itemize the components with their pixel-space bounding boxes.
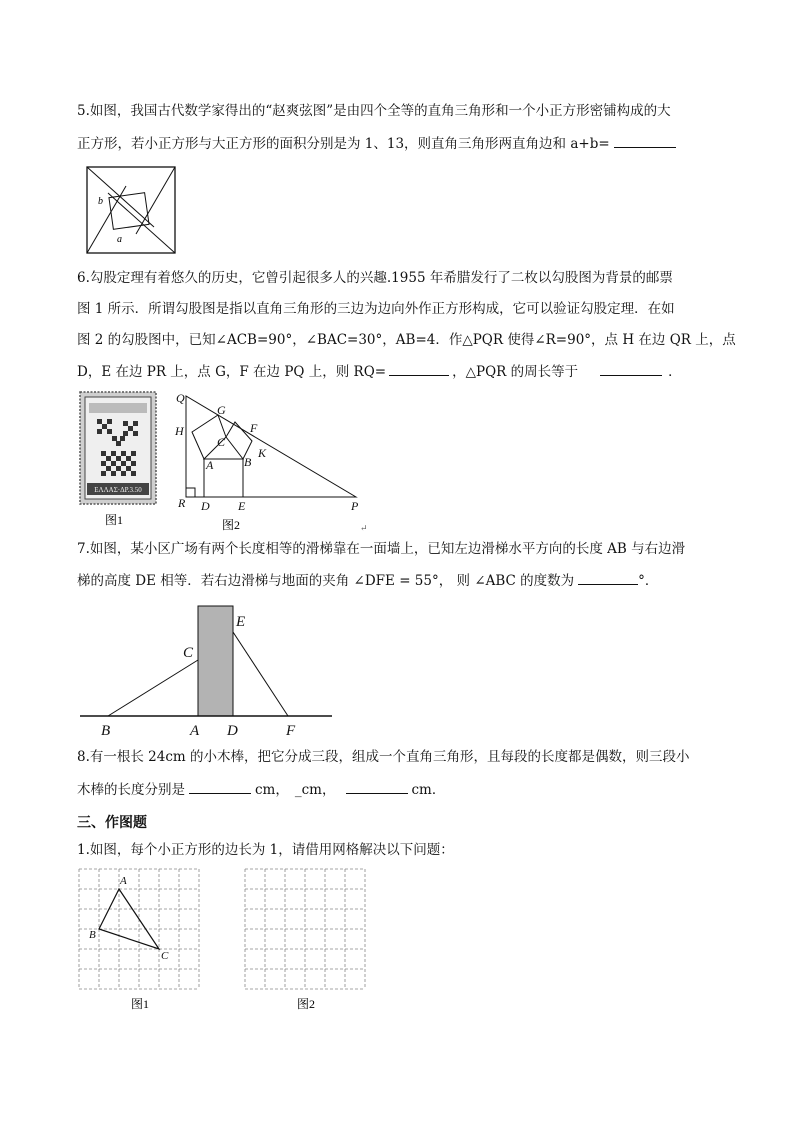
p1-grid-figure-2 [243,867,373,1015]
q5-label-b: b [98,196,103,207]
q5-line-2-text: 正方形，若小正方形与大正方形的面积分别是为 1、13，则直角三角形两直角边和 a+b= [77,136,610,152]
q8-unit-3: cm． [411,782,446,798]
p1-label-A: A [120,875,127,887]
q6-line-4c: ． [668,364,682,380]
q6-label-E: E [238,499,246,513]
q6-label-R: R [178,496,186,510]
q6-label-Q: Q [176,391,185,405]
q5-line-1: 5.如图，我国古代数学家得出的“赵爽弦图”是由四个全等的直角三角形和一个小正方形密铺构成的大 [77,103,671,119]
q6-pythagoras-figure [172,389,372,539]
q6-label-F: F [250,421,258,435]
q7-label-B: B [101,723,111,739]
q8-blank-1 [189,779,251,794]
q6-line-1: 6.勾股定理有着悠久的历史，它曾引起很多人的兴趣.1955 年希腊发行了二枚以勾股图为背景的邮票 [77,270,673,286]
q7-slide-figure [78,604,338,738]
q6-stamp-text: ΕΛΛΑΣ·ΔΡ.3.50 [94,486,142,494]
q6-label-H: H [175,424,184,438]
q7-answer-blank [578,570,638,585]
q6-label-A: A [206,458,214,472]
q8-line-2a: 木棒的长度分别是 [77,782,185,798]
q7-label-E: E [236,614,246,630]
q6-line-4 [77,361,682,382]
q6-fig1-caption: 图1 [105,513,124,527]
q7-label-D: D [227,723,238,739]
p1-grid-figure-1 [77,867,207,1015]
p1-line-1: 1.如图，每个小正方形的边长为 1，请借用网格解决以下问题： [77,842,454,858]
q7-line-2b: °． [638,573,659,589]
q5-label-a: a [117,234,122,245]
q7-line-2 [77,570,658,591]
q6-rq-blank [389,361,449,376]
q6-label-P: P [351,499,359,513]
q5-zhaoshuang-figure [86,166,178,258]
q6-return-mark: ↵ [360,523,368,533]
q6-line-2: 图 1 所示．所谓勾股图是指以直角三角形的三边为边向外作正方形构成，它可以验证勾股定理．在如 [77,301,675,317]
q7-label-A: A [190,723,200,739]
p1-fig2-caption: 图2 [297,997,316,1011]
q6-perimeter-blank [600,361,662,376]
p1-label-C: C [161,950,169,962]
q6-line-4a: D，E 在边 PR 上，点 G，F 在边 PQ 上，则 RQ= [77,364,387,380]
q7-label-C: C [183,645,194,661]
q6-line-3: 图 2 的勾股图中，已知∠ACB=90°，∠BAC=30°，AB=4．作△PQR 使得∠R=90°，点 H 在边 QR 上，点 [77,332,736,348]
p1-fig1-caption: 图1 [131,997,150,1011]
q6-label-K: K [258,446,267,460]
q7-line-2a: 梯的高度 DE 相等．若右边滑梯与地面的夹角 ∠DFE = 55°， 则 ∠ABC 的度数为 [77,573,575,589]
q6-label-C: C [217,435,226,449]
q8-blank-3 [346,779,408,794]
q7-label-F: F [286,723,296,739]
q6-label-B: B [244,455,252,469]
q8-line-2 [77,779,445,800]
q8-unit-1: cm， [255,782,289,798]
q7-line-1: 7.如图，某小区广场有两个长度相等的滑梯靠在一面墙上，已知左边滑梯水平方向的长度 AB 与右边滑 [77,541,686,557]
section-3-title: 三、作图题 [77,815,147,831]
q5-line-2 [77,133,676,154]
q5-answer-blank [614,133,676,148]
q6-line-4b: ，△PQR 的周长等于 [452,364,579,380]
q8-line-2b: _cm， [294,782,336,798]
p1-label-B: B [89,929,96,941]
q6-stamp-figure [79,391,159,531]
q6-label-G: G [217,403,226,417]
q6-label-D: D [201,499,210,513]
q6-fig2-caption: 图2 [222,518,241,532]
q8-line-1: 8.有一根长 24cm 的小木棒，把它分成三段，组成一个直角三角形，且每段的长度都是偶数，则三段小 [77,749,690,765]
